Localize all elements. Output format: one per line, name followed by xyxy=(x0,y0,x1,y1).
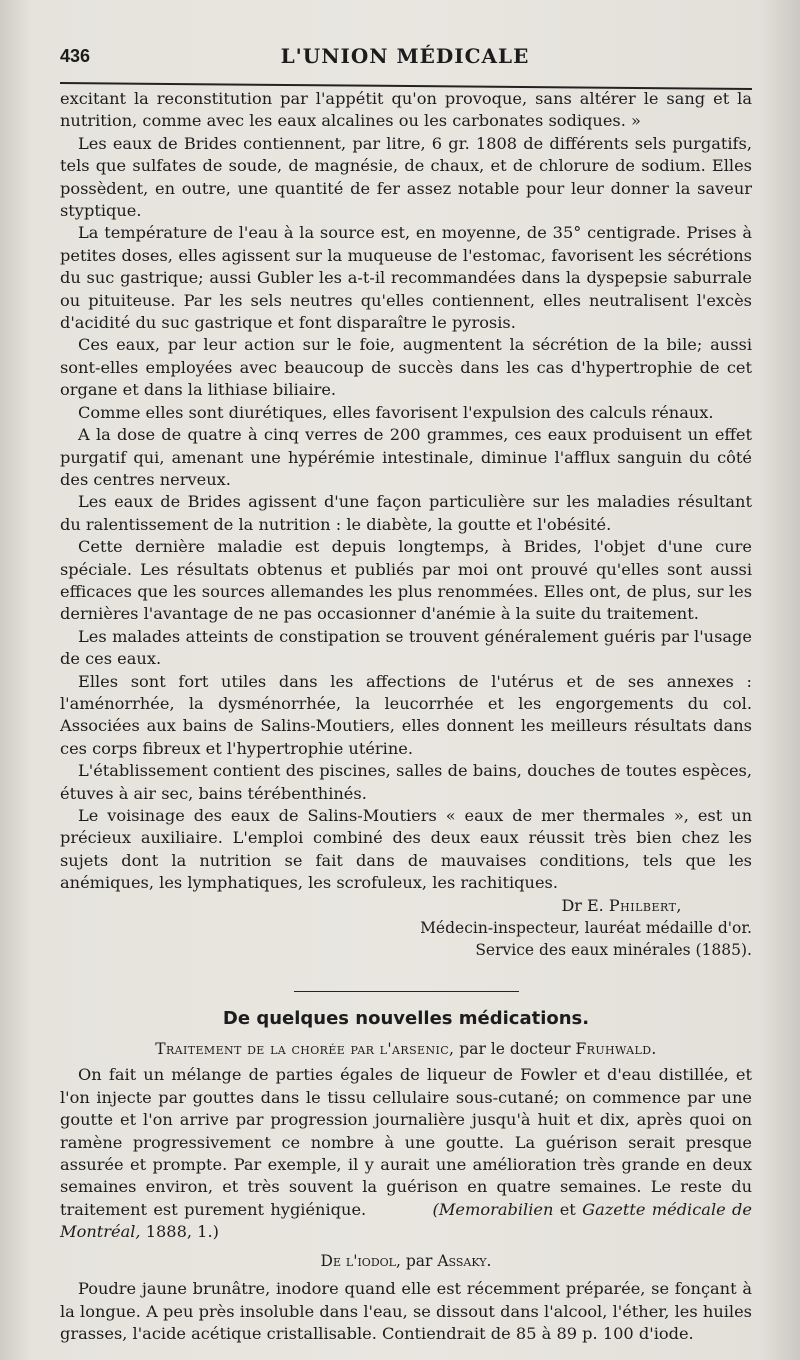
paragraph: Ces eaux, par leur action sur le foie, augmentent la sécrétion de la bile; aussi sont-elles employées avec beaucoup de succès dans les cas d'hypertrophie de cet organe et dans la lithiase biliaire. xyxy=(60,335,752,400)
section-divider xyxy=(294,991,519,992)
page-header xyxy=(60,40,750,80)
author-name: Dr E. Philbert, xyxy=(561,895,682,915)
paragraph: Les eaux de Brides agissent d'une façon particulière sur les maladies résultant du ralentissement de la nutrition : le diabète, la goutte et l'obésité. xyxy=(60,492,752,534)
page-number: 436 xyxy=(60,46,91,66)
running-title: L'UNION MÉDICALE xyxy=(280,44,530,68)
article-body xyxy=(60,88,752,1345)
paragraph: Le voisinage des eaux de Salins-Moutiers « eaux de mer thermales », est un précieux auxiliaire. L'emploi combiné des deux eaux réussit très bien chez les sujets dont la nutrition se fait dans de mauvaises conditions, tels que les anémiques, les lymphatiques, les scrofuleux, les rachitiques. xyxy=(60,806,752,893)
paragraph: Elles sont fort utiles dans les affections de l'utérus et de ses annexes : l'aménorrhée, la dysménorrhée, la leucorrhée et les engorgements du col. Associées aux bains de Salins-Moutiers, elles donnent les meilleurs résultats dans ces corps fibreux et l'hypertrophie utérine. xyxy=(60,671,752,758)
signature-block xyxy=(60,895,752,961)
paragraph: La température de l'eau à la source est, en moyenne, de 35° centigrade. Prises à petites doses, elles agissent sur la muqueuse de l'estomac, favorisent les sécrétions du suc gastrique; aussi Gubler les a-t-il recommandées dans la dyspepsie saburrale ou pituiteuse. Par les sels neutres qu'elles contiennent, elles neutralisent l'excès d'acidité du suc gastrique et font disparaître le pyrosis. xyxy=(60,223,752,333)
paragraph: On fait un mélange de parties égales de liqueur de Fowler et d'eau distillée, et l'on injecte par gouttes dans le tissu cellulaire sous-cutané; on commence par une goutte et l'on arrive par progression journalière jusqu'à huit et dix, après quoi on ramène progressivement ce nombre à une goutte. La guérison serait presque assurée et prompte. Par exemple, il y aurait une amélioration très grande en deux semaines environ, et très souvent la guérison en quatre semaines. Le reste du traitement est purement hygiénique. (Memorabilien et Gazette médicale de Montréal, 1888, 1.) xyxy=(60,1065,752,1242)
subsection-title: Traitement de la chorée par l'arsenic, par le docteur Fruhwald. xyxy=(155,1040,657,1059)
paragraph: L'établissement contient des piscines, salles de bains, douches de toutes espèces, étuves à air sec, bains térébenthinés. xyxy=(60,761,752,803)
paragraph: Les eaux de Brides contiennent, par litre, 6 gr. 1808 de différents sels purgatifs, tels que sulfates de soude, de magnésie, de chaux, et de chlorure de sodium. Elles possèdent, en outre, une quantité de fer assez notable pour leur donner la saveur styptique. xyxy=(60,133,752,221)
paragraph: Poudre jaune brunâtre, inodore quand elle est récemment préparée, se fonçant à la longue. A peu près insoluble dans l'eau, se dissout dans l'alcool, l'éther, les huiles grasses, l'acide acétique cristallisable. Contiendrait de 85 à 89 p. 100 d'iode. xyxy=(60,1279,752,1343)
reference: (Memorabilien et Gazette médicale de Montréal, 1888, 1.) xyxy=(60,1199,752,1242)
paragraph: Les malades atteints de constipation se trouvent généralement guéris par l'usage de ces eaux. xyxy=(60,626,752,669)
subsection-title: De l'iodol, par Assaky. xyxy=(320,1251,492,1270)
section-title: De quelques nouvelles médications. xyxy=(222,1007,590,1029)
paragraph: A la dose de quatre à cinq verres de 200 grammes, ces eaux produisent un effet purgatif qui, amenant une hypérémie intestinale, diminue l'afflux sanguin du côté des centres nerveux. xyxy=(60,425,752,489)
author-title: Médecin-inspecteur, lauréat médaille d'or. xyxy=(420,918,752,937)
author-service: Service des eaux minérales (1885). xyxy=(475,940,752,959)
paragraph: Comme elles sont diurétiques, elles favorisent l'expulsion des calculs rénaux. xyxy=(78,402,714,422)
paragraph: excitant la reconstitution par l'appétit qu'on provoque, sans altérer le sang et la nutrition, comme avec les eaux alcalines ou les carbonates sodiques. » xyxy=(60,89,752,131)
paragraph: Cette dernière maladie est depuis longtemps, à Brides, l'objet d'une cure spéciale. Les résultats obtenus et publiés par moi ont prouvé qu'elles sont aussi efficaces que les sources allemandes les plus renommées. Elles ont, de plus, sur les dernières l'avantage de ne pas occasionner d'anémie à la suite du traitement. xyxy=(60,537,752,624)
